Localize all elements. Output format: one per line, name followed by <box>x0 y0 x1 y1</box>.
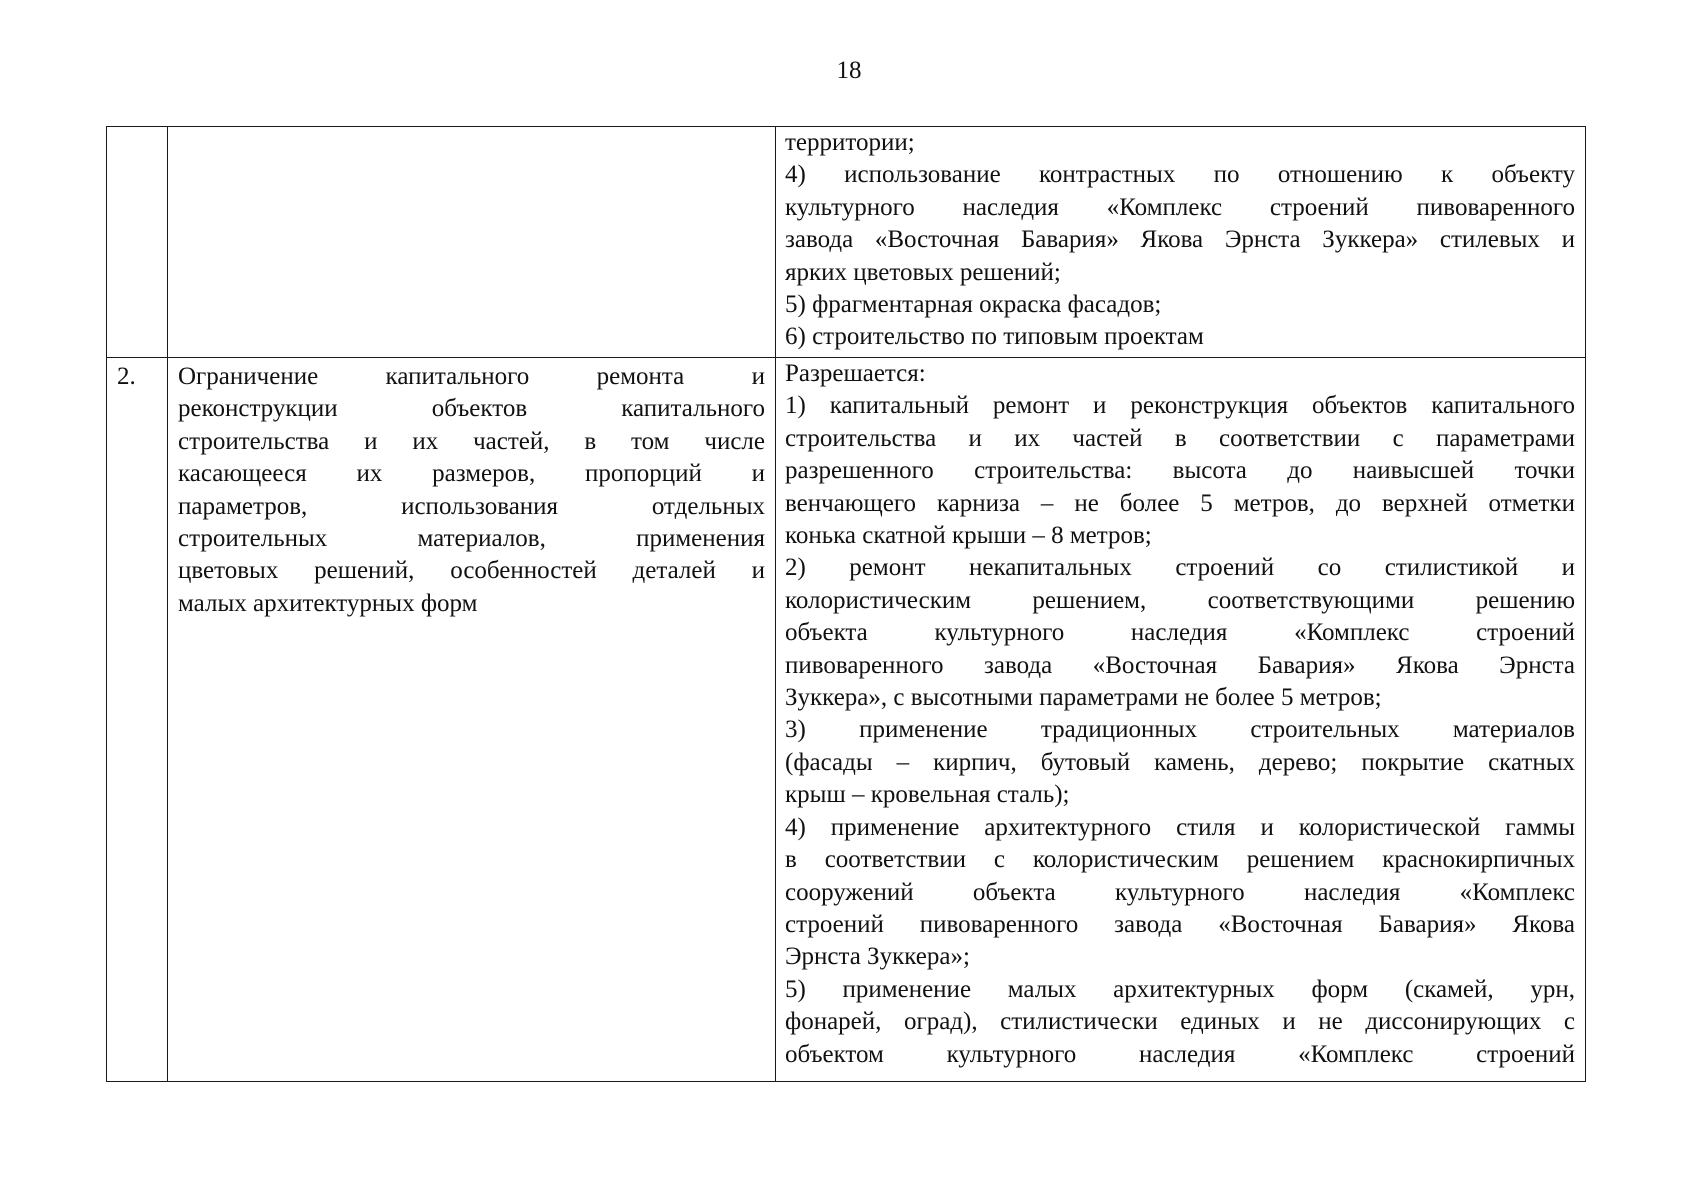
text-line: 2) ремонт некапитальных строений со стилистикой и <box>785 554 1575 582</box>
text-line: малых архитектурных форм <box>178 589 478 617</box>
text-line: цветовых решений, особенностей деталей и <box>178 557 765 585</box>
text-line: 1) капитальный ремонт и реконструкция объектов капитального <box>785 392 1575 420</box>
text-line: 6) строительство по типовым проектам <box>785 323 1204 351</box>
text-line: фонарей, оград), стилистически единых и не диссонирующих с <box>785 1008 1575 1036</box>
text-line: территории; <box>785 129 915 156</box>
text-line: 4) использование контрастных по отношению к объекту <box>785 161 1575 189</box>
restriction-cell <box>168 127 776 358</box>
text-line: пивоваренного завода «Восточная Бавария» Якова Эрнста <box>785 651 1575 679</box>
text-line: колористическим решением, соответствующими решению <box>785 586 1575 614</box>
text-line: Зуккера», с высотными параметрами не более 5 метров; <box>785 684 1382 712</box>
text-line: разрешенного строительства: высота до наивысшей точки <box>785 457 1575 485</box>
requirements-cell <box>776 358 1586 1082</box>
text-line: объектом культурного наследия «Комплекс строений <box>785 1040 1575 1068</box>
text-line: (фасады – кирпич, бутовый камень, дерево; покрытие скатных <box>785 748 1575 776</box>
regulations-table <box>106 126 1586 1082</box>
page-number: 18 <box>836 57 862 84</box>
text-line: 5) применение малых архитектурных форм (скамей, урн, <box>785 975 1575 1003</box>
text-line: объекта культурного наследия «Комплекс строений <box>785 619 1575 647</box>
text-line: сооружений объекта культурного наследия «Комплекс <box>785 878 1575 906</box>
text-line: параметров, использования отдельных <box>178 492 765 520</box>
text-line: Разрешается: <box>785 360 926 387</box>
table-row <box>107 127 1586 358</box>
text-line: 3) применение традиционных строительных материалов <box>785 716 1575 744</box>
text-line: конька скатной крыши – 8 метров; <box>785 522 1152 550</box>
text-line: культурного наследия «Комплекс строений пивоваренного <box>785 193 1575 221</box>
text-line: крыш – кровельная сталь); <box>785 781 1070 809</box>
text-line: строений пивоваренного завода «Восточная Бавария» Якова <box>785 910 1575 938</box>
row-number-cell <box>107 127 168 358</box>
requirements-cell <box>776 127 1586 358</box>
text-line: венчающего карниза – не более 5 метров, до верхней отметки <box>785 489 1575 517</box>
row-number-cell: 2. <box>107 358 168 1082</box>
text-line: в соответствии с колористическим решением краснокирпичных <box>785 846 1575 874</box>
text-line: строительных материалов, применения <box>178 525 765 553</box>
text-line: 4) применение архитектурного стиля и колористической гаммы <box>785 813 1575 841</box>
text-line: Ограничение капитального ремонта и <box>178 363 765 390</box>
text-line: реконструкции объектов капитального <box>178 395 765 423</box>
table-row <box>107 358 1586 1082</box>
text-line: 5) фрагментарная окраска фасадов; <box>785 291 1162 319</box>
text-line: Эрнста Зуккера»; <box>785 943 970 971</box>
text-line: строительства и их частей, в том числе <box>178 427 765 455</box>
text-line: строительства и их частей в соответствии с параметрами <box>785 424 1575 452</box>
text-line: ярких цветовых решений; <box>785 258 1061 286</box>
restriction-cell <box>168 358 776 1082</box>
text-line: завода «Восточная Бавария» Якова Эрнста Зуккера» стилевых и <box>785 226 1575 254</box>
text-line: касающееся их размеров, пропорций и <box>178 460 765 488</box>
